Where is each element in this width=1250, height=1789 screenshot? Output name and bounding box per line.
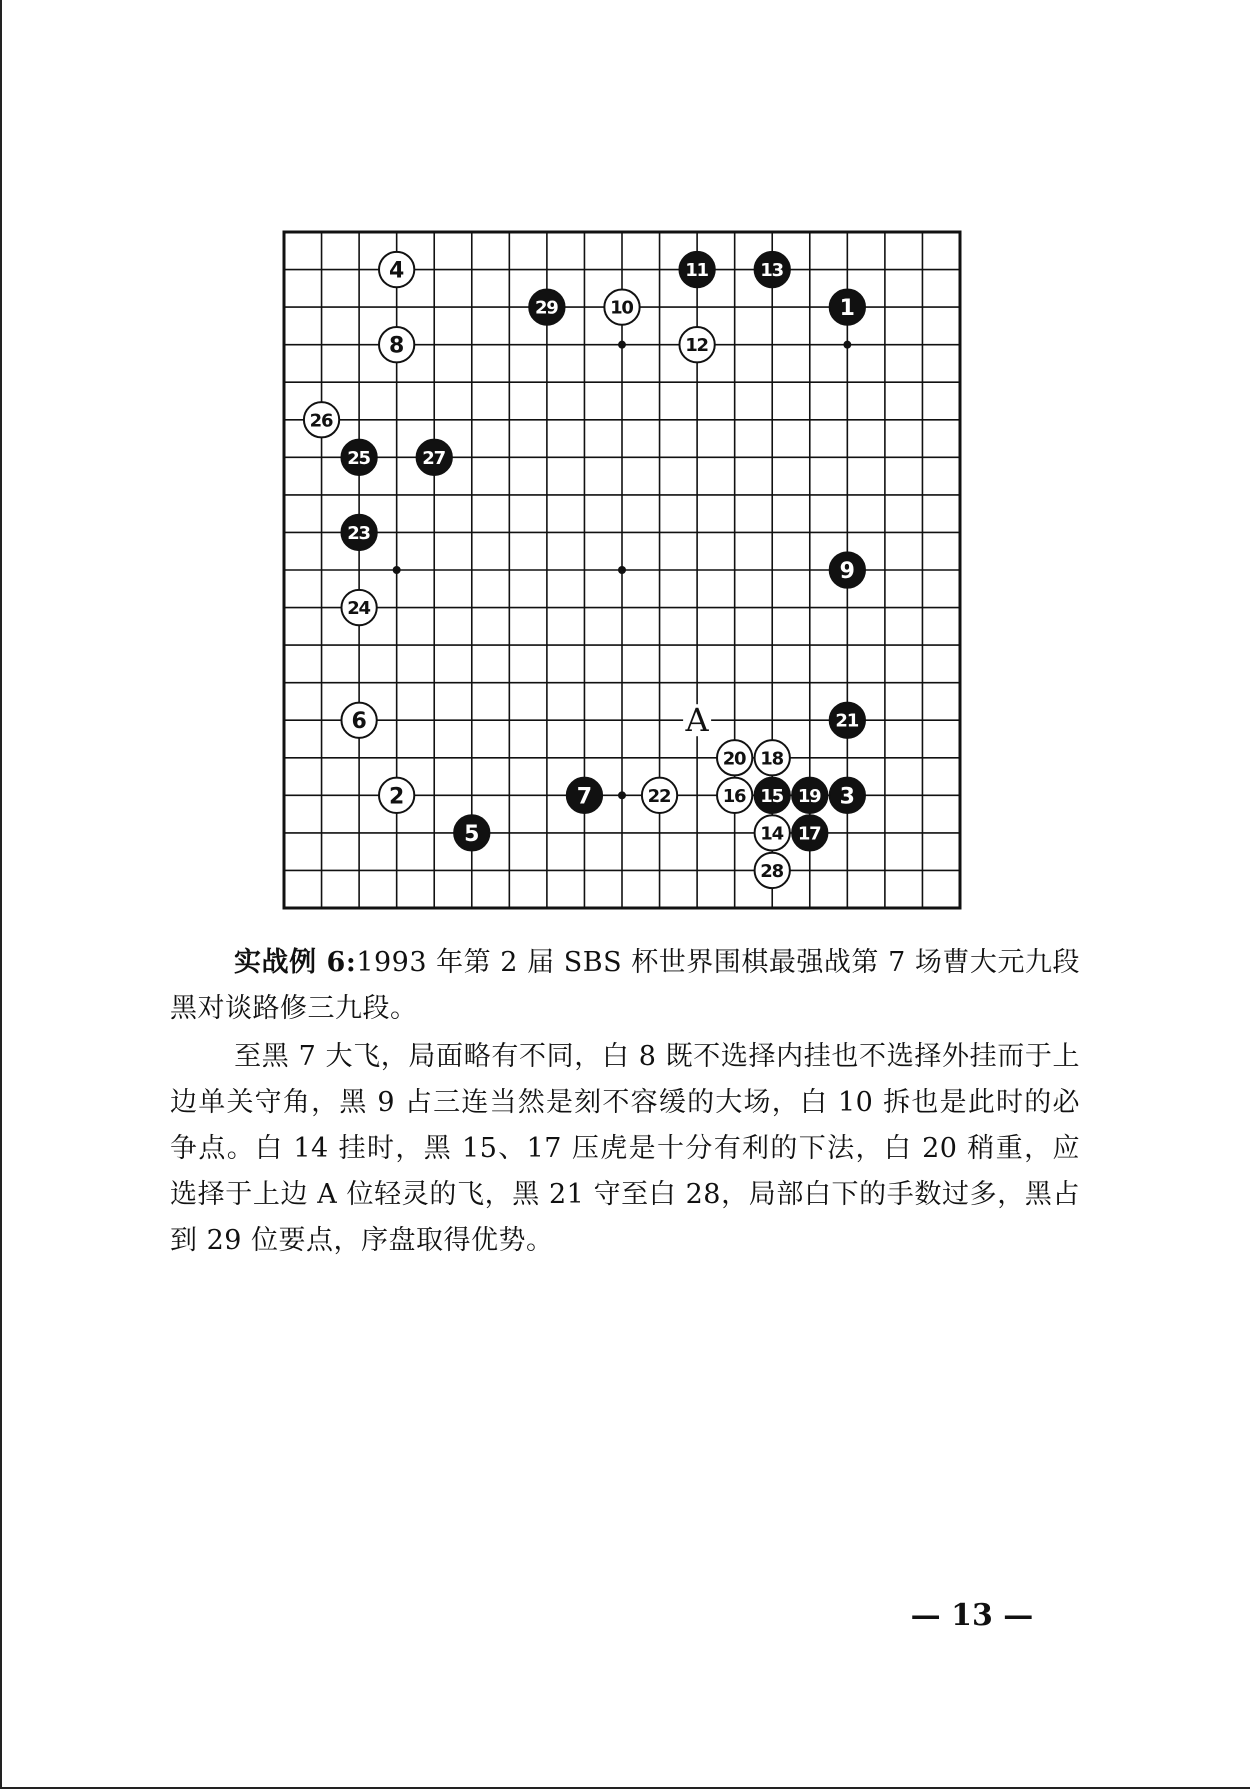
stone-move-number: 28 — [760, 860, 785, 882]
stone-move-number: 19 — [797, 785, 822, 807]
stone-move-number: 4 — [389, 258, 405, 284]
stone-move-number: 11 — [685, 260, 710, 282]
marker-a-label: A — [685, 701, 709, 740]
stone-move-number: 18 — [760, 748, 785, 770]
stone-move-number: 17 — [797, 823, 822, 845]
stone-move-number: 15 — [760, 785, 785, 807]
star-point — [618, 341, 626, 349]
stone-move-number: 25 — [347, 447, 372, 469]
go-board-diagram — [282, 230, 962, 910]
stone-move-number: 21 — [835, 710, 860, 732]
stone-move-number: 12 — [685, 335, 710, 357]
stone-move-number: 20 — [722, 748, 747, 770]
stone-move-number: 7 — [576, 784, 593, 810]
page-number: — 13 — — [910, 1598, 1034, 1633]
star-point — [618, 566, 626, 574]
caption-heading — [170, 940, 1080, 1032]
stone-move-number: 6 — [351, 709, 367, 735]
stone-move-number: 10 — [610, 297, 634, 319]
caption-body: 至黑 7 大飞，局面略有不同，白 8 既不选择内挂也不选择外挂而于上边单关守角，黑 9 占三连当然是刻不容缓的大场，白 10 拆也是此时的必争点。白 14 挂时，黑 15、17 压虎是十分有利的下法，白 20 稍重，应选择于上边 A 位轻灵的飞，黑 21 守至白 28，局部白下的手数过多，黑占到 29 位要点，序盘取得优势。 — [170, 1041, 1080, 1256]
caption-title: 实战例 6: — [234, 947, 357, 978]
stone-move-number: 8 — [389, 333, 405, 359]
stone-move-number: 27 — [422, 447, 447, 469]
stone-move-number: 23 — [347, 522, 372, 544]
star-point — [843, 341, 851, 349]
stone-move-number: 9 — [839, 558, 855, 584]
stone-move-number: 26 — [309, 410, 334, 432]
stone-move-number: 29 — [534, 297, 559, 319]
stone-move-number: 16 — [722, 785, 747, 807]
stone-move-number: 22 — [647, 785, 672, 807]
stone-move-number: 14 — [760, 823, 785, 845]
stone-move-number: 24 — [347, 598, 372, 620]
caption-paragraph — [170, 1034, 1080, 1264]
caption-title-rest: 1993 年第 2 届 SBS 杯世界围棋最强战第 7 场曹大元九段黑对谈路修三九段。 — [170, 947, 1081, 1024]
stone-move-number: 1 — [839, 296, 855, 322]
stone-move-number: 5 — [464, 821, 480, 847]
stone-move-number: 13 — [760, 260, 785, 282]
stone-move-number: 2 — [389, 784, 405, 810]
stone-move-number: 3 — [839, 784, 855, 810]
star-point — [618, 791, 626, 799]
star-point — [393, 566, 401, 574]
